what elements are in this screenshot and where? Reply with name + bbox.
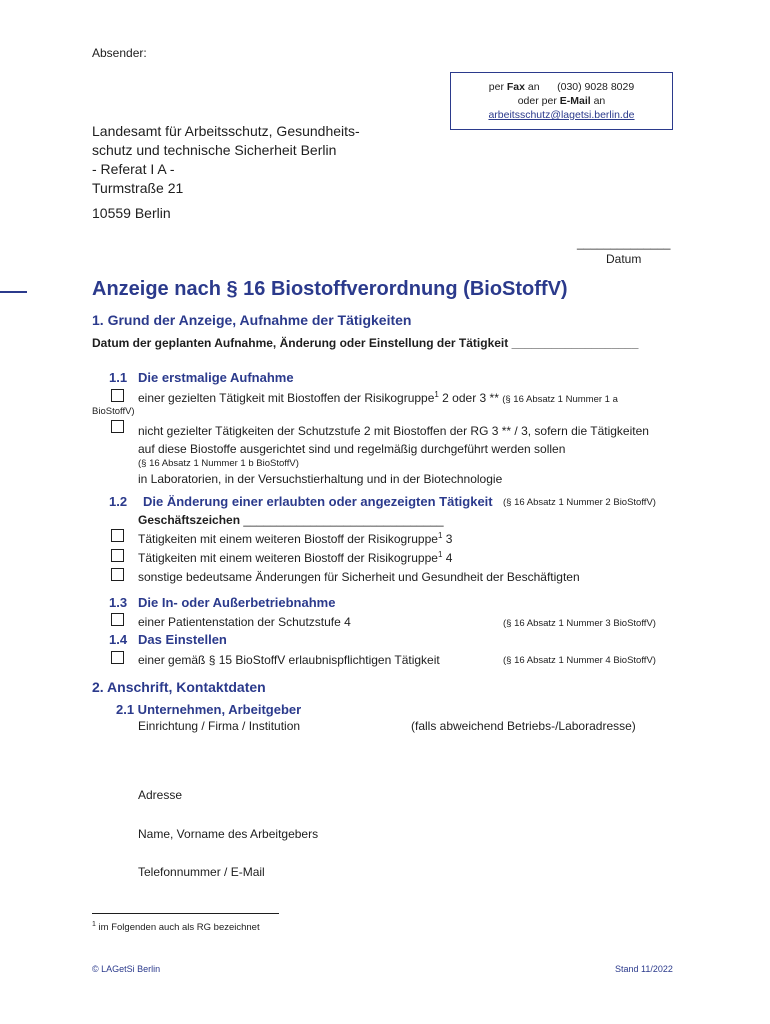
s12-opt2-label (138, 550, 452, 565)
s11-opt2-line3: in Laboratorien, in der Versuchstierhaltung und in der Biotechnologie (138, 472, 503, 486)
s11-num: 1.1 (109, 370, 128, 385)
s12-opt2-text: Tätigkeiten mit einem weiteren Biostoff der Risikogruppe (138, 551, 438, 565)
s11-opt1-ref: (§ 16 Absatz 1 Nummer 1 a (502, 394, 618, 405)
footnote-text: im Folgenden auch als RG bezeichnet (95, 922, 260, 934)
s11-opt1-label (138, 390, 618, 405)
footer-copyright: © LAGetSi Berlin (92, 964, 161, 974)
date-blank[interactable]: ______________ (577, 236, 671, 250)
s11-opt2-line1: nicht gezielter Tätigkeiten der Schutzstufe 2 mit Biostoffen der RG 3 ** / 3, sofern die Tätigkeiten (138, 424, 649, 438)
recipient-line-1: Landesamt für Arbeitsschutz, Gesundheits- (92, 123, 360, 139)
footer-version: Stand 11/2022 (615, 964, 673, 974)
field-institution[interactable]: Einrichtung / Firma / Institution (138, 719, 301, 733)
s12-ref: (§ 16 Absatz 1 Nummer 2 BioStoffV) (503, 497, 656, 508)
s11-opt2-line2: auf diese Biostoffe ausgerichtet sind und regelmäßig durchgeführt werden sollen (138, 442, 566, 456)
s12-title: Die Änderung einer erlaubten oder angezeigten Tätigkeit (143, 494, 493, 509)
s14-num: 1.4 (109, 632, 128, 647)
section-1-heading: 1. Grund der Anzeige, Aufnahme der Tätigkeiten (92, 312, 412, 328)
field-address[interactable]: Adresse (138, 788, 183, 802)
s13-num: 1.3 (109, 595, 128, 610)
date-label: Datum (606, 252, 642, 266)
fax-per: per (488, 81, 507, 93)
s11-opt2-ref: (§ 16 Absatz 1 Nummer 1 b BioStoffV) (138, 458, 299, 469)
checkbox-s11-opt1[interactable] (111, 389, 124, 402)
s11-opt1-ref2: BioStoffV) (92, 406, 135, 417)
s21-title: 2.1 Unternehmen, Arbeitgeber (116, 702, 302, 717)
footnote-ref: 1 (437, 531, 443, 540)
footnote-sup: 1 (92, 921, 96, 928)
checkbox-s12-opt3[interactable] (111, 568, 124, 581)
fold-mark (0, 291, 27, 293)
s11-title: Die erstmalige Aufnahme (138, 370, 294, 385)
s14-ref: (§ 16 Absatz 1 Nummer 4 BioStoffV) (503, 655, 656, 666)
fax-word: Fax (506, 81, 525, 93)
s12-opt2-rest: 4 (442, 551, 453, 565)
s14-title: Das Einstellen (138, 632, 227, 647)
s12-num: 1.2 (109, 494, 128, 509)
footnote-divider (92, 913, 279, 914)
s11-opt1-rest: 2 oder 3 ** (438, 391, 503, 405)
s13-opt1-label: einer Patientenstation der Schutzstufe 4 (138, 615, 351, 629)
footnote-ref: 1 (434, 390, 439, 399)
checkbox-s12-opt1[interactable] (111, 529, 124, 542)
recipient-line-4: Turmstraße 21 (92, 180, 184, 196)
recipient-line-5: 10559 Berlin (92, 205, 171, 221)
checkbox-s11-opt2[interactable] (111, 420, 124, 433)
checkbox-s13-opt1[interactable] (111, 613, 124, 626)
footnote (92, 921, 260, 933)
s11-opt2-label (138, 422, 649, 488)
s12-opt1-label (138, 531, 452, 546)
email-an: an (590, 95, 606, 107)
s14-opt1-label: einer gemäß § 15 BioStoffV erlaubnispflichtigen Tätigkeit (138, 653, 440, 667)
checkbox-s12-opt2[interactable] (111, 549, 124, 562)
fax-an: an (524, 81, 540, 93)
planned-date-line[interactable]: Datum der geplanten Aufnahme, Änderung oder Einstellung der Tätigkeit ___________________ (92, 336, 639, 350)
s11-opt1-text: einer gezielten Tätigkeit mit Biostoffen der Risikogruppe (138, 391, 435, 405)
footnote-ref: 1 (437, 550, 443, 559)
recipient-line-2: schutz und technische Sicherheit Berlin (92, 142, 337, 158)
field-phone-email[interactable]: Telefonnummer / E-Mail (138, 865, 265, 879)
s12-opt3-label: sonstige bedeutsame Änderungen für Sicherheit und Gesundheit der Beschäftigten (138, 570, 580, 584)
s12-opt1-rest: 3 (442, 532, 453, 546)
fax-contact-box (450, 72, 673, 130)
field-institution-note: (falls abweichend Betriebs-/Laboradresse) (411, 719, 636, 733)
section-2-heading: 2. Anschrift, Kontaktdaten (92, 679, 266, 695)
email-oder-per: oder per (517, 95, 560, 107)
file-number-blank[interactable]: ______________________________ (243, 513, 444, 527)
sender-label: Absender: (92, 46, 147, 60)
recipient-line-3: - Referat I A - (92, 161, 175, 177)
email-link[interactable]: arbeitsschutz@lagetsi.berlin.de (488, 109, 635, 121)
s13-ref: (§ 16 Absatz 1 Nummer 3 BioStoffV) (503, 618, 656, 629)
s12-opt1-text: Tätigkeiten mit einem weiteren Biostoff der Risikogruppe (138, 532, 438, 546)
file-number-label: Geschäftszeichen (138, 513, 241, 527)
file-number-field[interactable] (138, 513, 444, 527)
page-title: Anzeige nach § 16 Biostoffverordnung (BioStoffV) (92, 278, 568, 300)
field-employer-name[interactable]: Name, Vorname des Arbeitgebers (138, 827, 319, 841)
s13-title: Die In- oder Außerbetriebnahme (138, 595, 336, 610)
email-word: E-Mail (559, 95, 591, 107)
recipient-address (92, 122, 360, 223)
fax-number: (030) 9028 8029 (557, 81, 635, 93)
checkbox-s14-opt1[interactable] (111, 651, 124, 664)
